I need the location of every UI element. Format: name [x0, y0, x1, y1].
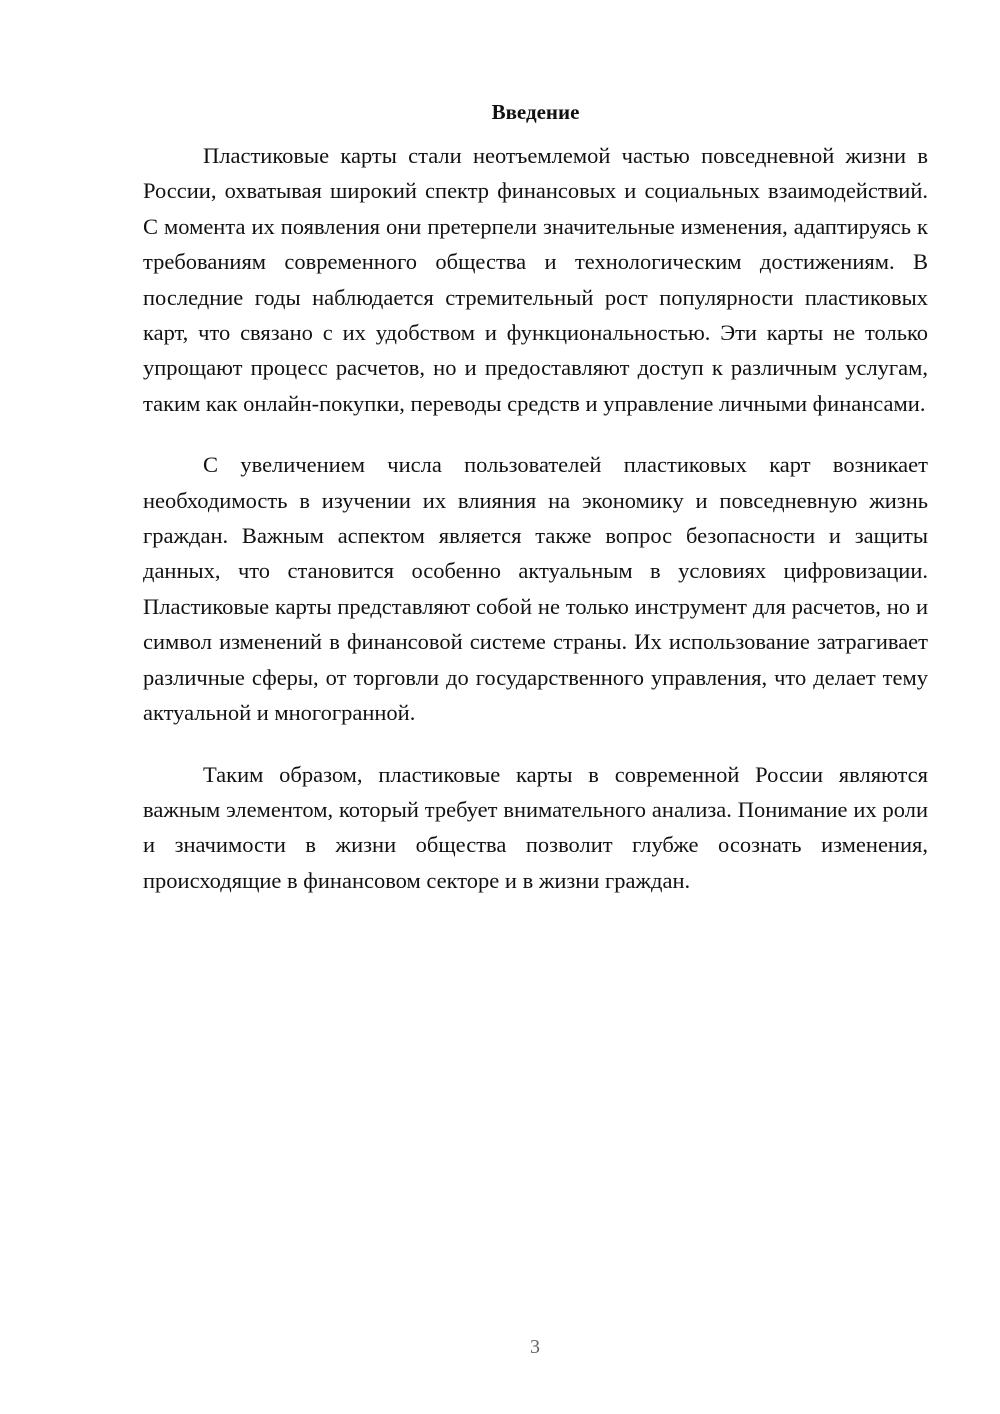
- paragraph-3: Таким образом, пластиковые карты в современной России являются важным элементом, который требует внимательного анализа. Понимание их роли и значимости в жизни общества позволит глубже осознать изменения, происходящие в финансовом секторе и в жизни граждан.: [143, 761, 928, 893]
- paragraph-2: С увеличением числа пользователей пластиковых карт возникает необходимость в изучении их влияния на экономику и повседневную жизнь граждан. Важным аспектом является также вопрос безопасности и защиты данных, что становится особенно актуальным в условиях цифровизации. Пластиковые карты представляют собой не только инструмент для расчетов, но и символ изменений в финансовой системе страны. Их использование затрагивает различные сферы, от торговли до государственного управления, что делает тему актуальной и многогранной.: [143, 452, 928, 726]
- paragraph-1: Пластиковые карты стали неотъемлемой частью повседневной жизни в России, охватывая широкий спектр финансовых и социальных взаимодействий. С момента их появления они претерпели значительные изменения, адаптируясь к требованиям современного общества и технологическим достижениям. В последние годы наблюдается стремительный рост популярности пластиковых карт, что связано с их удобством и функциональностью. Эти карты не только упрощают процесс расчетов, но и предоставляют доступ к различным услугам, таким как онлайн-покупки, переводы средств и управление личными финансами.: [143, 143, 928, 416]
- section-title: Введение: [491, 100, 580, 124]
- page-number: 3: [530, 1336, 540, 1358]
- page-content: [143, 98, 928, 924]
